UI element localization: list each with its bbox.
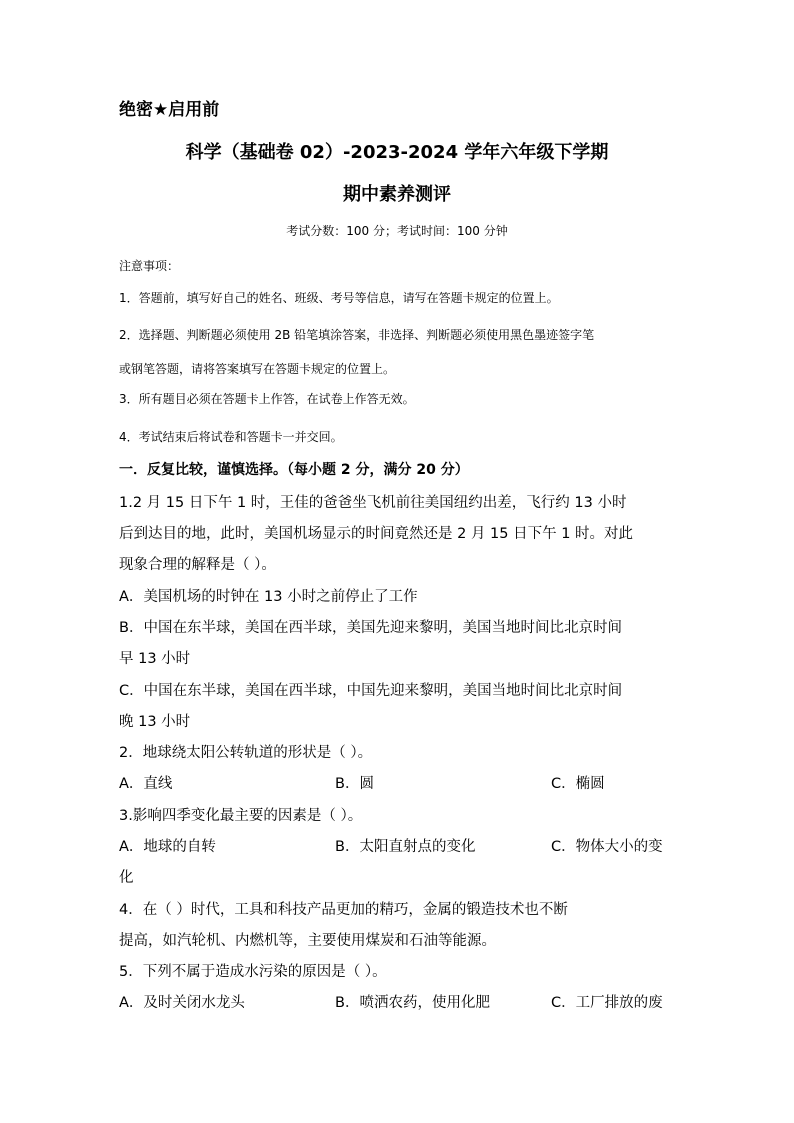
note-item: 1．答题前，填写好自己的姓名、班级、考号等信息，请写在答题卡规定的位置上。 [119, 291, 559, 305]
question-5-stem: 5．下列不属于造成水污染的原因是（ ）。 [119, 964, 387, 980]
page-title: 科学（基础卷 02）-2023-2024 学年六年级下学期 [185, 142, 609, 163]
question-5-option-b: B．喷洒农药，使用化肥 [335, 995, 490, 1011]
question-2-option-a: A．直线 [119, 776, 173, 792]
question-1-line: 1.2 月 15 日下午 1 时，王佳的爸爸坐飞机前往美国纽约出差，飞行约 13 小时 [119, 495, 627, 511]
question-1-line: 后到达目的地，此时，美国机场显示的时间竟然还是 2 月 15 日下午 1 时。对此 [119, 526, 634, 542]
note-item: 4．考试结束后将试卷和答题卡一并交回。 [119, 430, 343, 444]
page-subtitle: 期中素养测评 [343, 184, 451, 205]
notes-heading: 注意事项： [119, 259, 180, 273]
question-1-option-c-cont: 晚 13 小时 [119, 714, 191, 730]
exam-info: 考试分数：100 分；考试时间：100 分钟 [286, 224, 508, 238]
question-1-option-c: C．中国在东半球，美国在西半球，中国先迎来黎明，美国当地时间比北京时间 [119, 683, 623, 699]
question-5-option-a: A．及时关闭水龙头 [119, 995, 245, 1011]
note-item: 2．选择题、判断题必须使用 2B 铅笔填涂答案，非选择、判断题必须使用黑色墨迹签字笔 [119, 328, 595, 342]
question-1-option-b-cont: 早 13 小时 [119, 651, 191, 667]
section-heading: 一．反复比较，谨慎选择。（每小题 2 分，满分 20 分） [119, 462, 469, 478]
note-item: 或钢笔答题，请将答案填写在答题卡规定的位置上。 [119, 362, 396, 376]
question-1-option-b: B．中国在东半球，美国在西半球，美国先迎来黎明，美国当地时间比北京时间 [119, 620, 622, 636]
question-5-option-c: C．工厂排放的废 [551, 995, 663, 1011]
question-4-line: 4．在（ ）时代，工具和科技产品更加的精巧，金属的锻造技术也不断 [119, 902, 568, 918]
note-item: 3．所有题目必须在答题卡上作答，在试卷上作答无效。 [119, 392, 415, 406]
question-3-option-c: C．物体大小的变 [551, 839, 663, 855]
question-1-option-a: A．美国机场的时钟在 13 小时之前停止了工作 [119, 589, 418, 605]
question-4-line: 提高，如汽轮机、内燃机等，主要使用煤炭和石油等能源。 [119, 933, 496, 949]
question-3-option-b: B．太阳直射点的变化 [335, 839, 476, 855]
secret-label: 绝密★启用前 [119, 100, 220, 120]
question-3-option-c-cont: 化 [119, 870, 134, 886]
question-2-stem: 2．地球绕太阳公转轨道的形状是（ ）。 [119, 745, 373, 761]
question-2-option-c: C．椭圆 [551, 776, 605, 792]
question-1-line: 现象合理的解释是（ ）。 [119, 557, 276, 573]
question-3-stem: 3.影响四季变化最主要的因素是（ ）。 [119, 808, 363, 824]
question-2-option-b: B．圆 [335, 776, 374, 792]
question-3-option-a: A．地球的自转 [119, 839, 216, 855]
